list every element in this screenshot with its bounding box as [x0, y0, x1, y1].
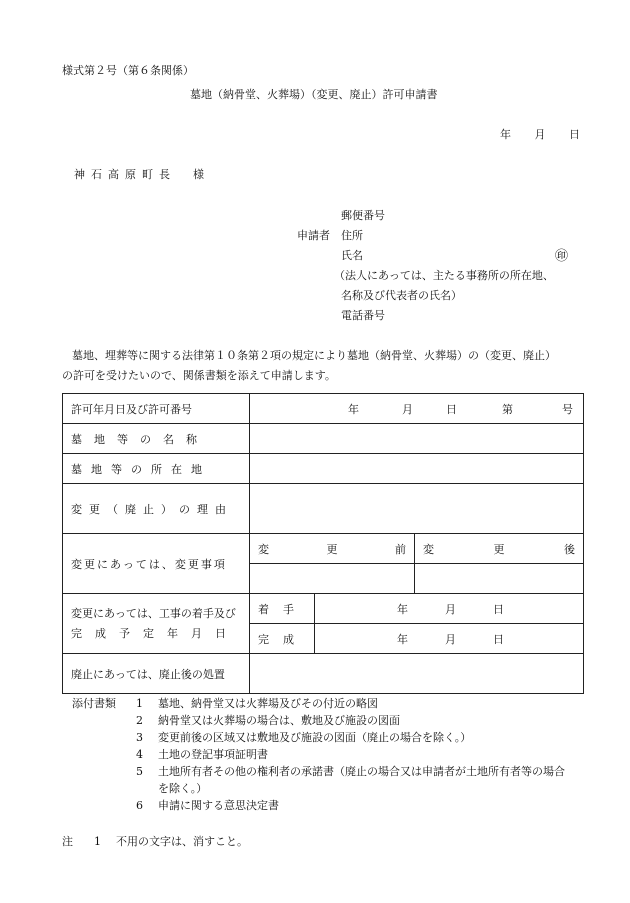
note-label: 注 [62, 835, 73, 848]
before-change-cell[interactable] [250, 564, 415, 594]
cemetery-name-cell[interactable] [250, 424, 584, 454]
permit-value-cell[interactable] [250, 394, 584, 424]
permit-no-label: 第 [502, 402, 513, 416]
addressee: 神石高原町長 様 [74, 168, 210, 181]
cemetery-name-label: 墓地等の名称 [63, 424, 250, 454]
corp-note-line-2: 名称及び代表者の氏名） [341, 289, 462, 302]
date-month-label: 月 [534, 128, 546, 141]
abolish-row [63, 654, 584, 694]
cemetery-location-label: 墓地等の所在地 [63, 454, 250, 484]
completion-date-cell[interactable] [315, 624, 584, 654]
permit-day-label: 日 [446, 402, 457, 416]
cemetery-location-cell[interactable] [250, 454, 584, 484]
start-month-label: 月 [445, 602, 456, 616]
attachments-list [72, 695, 592, 814]
start-label: 着 手 [250, 594, 315, 624]
address-label: 住所 [341, 229, 363, 242]
completion-label: 完 成 [250, 624, 315, 654]
note [62, 833, 248, 849]
abolish-label: 廃止にあっては、廃止後の処置 [63, 654, 250, 694]
attachment-item: 2 納骨堂又は火葬場の場合は、敷地及び施設の図面 [136, 714, 400, 727]
completion-year-label: 年 [397, 632, 408, 646]
attachment-item: を除く。） [158, 782, 208, 795]
completion-day-label: 日 [493, 632, 504, 646]
attachment-item: 5 土地所有者その他の権利者の承諾書（廃止の場合又は申請者が土地所有者等の場合 [136, 765, 565, 778]
permit-label: 許可年月日及び許可番号 [63, 394, 250, 424]
body-text-line-2: の許可を受けたいので、関係書類を添えて申請します。 [62, 369, 336, 382]
seal-mark: ㊞ [555, 249, 569, 264]
after-change-header: 変 更 後 [415, 534, 584, 564]
after-change-cell[interactable] [415, 564, 584, 594]
date-day-label: 日 [569, 128, 580, 141]
change-header-row [63, 534, 584, 564]
start-day-label: 日 [493, 602, 504, 616]
permit-month-label: 月 [402, 402, 413, 416]
corp-note-line-1: （法人にあっては、主たる事務所の所在地、 [334, 269, 554, 282]
attachment-item: 添付書類 1 墓地、納骨堂又は火葬場及びその付近の略図 [72, 697, 378, 710]
applicant-label: 申請者 [297, 229, 330, 242]
location-row [63, 454, 584, 484]
reason-row [63, 484, 584, 534]
body-text-line-1: 墓地、埋葬等に関する法律第１０条第２項の規定により墓地（納骨堂、火葬場）の（変更、廃止） [72, 349, 556, 362]
note-text: 不用の文字は、消すこと。 [116, 835, 248, 848]
name-row [63, 424, 584, 454]
page-title: 墓地（納骨堂、火葬場）（変更、廃止）許可申請書 [190, 88, 438, 101]
reason-cell[interactable] [250, 484, 584, 534]
name-label: 氏名 [341, 249, 363, 262]
form-number: 様式第２号（第６条関係） [62, 64, 194, 77]
permit-year-label: 年 [348, 402, 359, 416]
start-year-label: 年 [397, 602, 408, 616]
before-change-header: 変 更 前 [250, 534, 415, 564]
permit-go-label: 号 [562, 402, 573, 416]
start-row [63, 594, 584, 624]
schedule-label: 変更にあっては、工事の着手及び 完成予定年月日 [63, 594, 250, 654]
completion-month-label: 月 [445, 632, 456, 646]
change-items-label: 変更にあっては、変更事項 [63, 534, 250, 594]
phone-label: 電話番号 [341, 309, 385, 322]
abolish-cell[interactable] [250, 654, 584, 694]
date-line [500, 126, 580, 142]
attachment-item: 4 土地の登記事項証明書 [136, 748, 268, 761]
attachment-item: 6 申請に関する意思決定書 [136, 799, 279, 812]
date-year-label: 年 [500, 128, 511, 141]
start-date-cell[interactable] [315, 594, 584, 624]
attachment-item: 3 変更前後の区域又は敷地及び施設の図面（廃止の場合を除く。） [136, 731, 472, 744]
postal-code-label: 郵便番号 [341, 209, 385, 222]
application-table [62, 393, 584, 694]
note-number: 1 [94, 835, 101, 848]
attachments-label: 添付書類 [72, 697, 116, 710]
permit-row [63, 394, 584, 424]
reason-label: 変更（廃止）の理由 [63, 484, 250, 534]
